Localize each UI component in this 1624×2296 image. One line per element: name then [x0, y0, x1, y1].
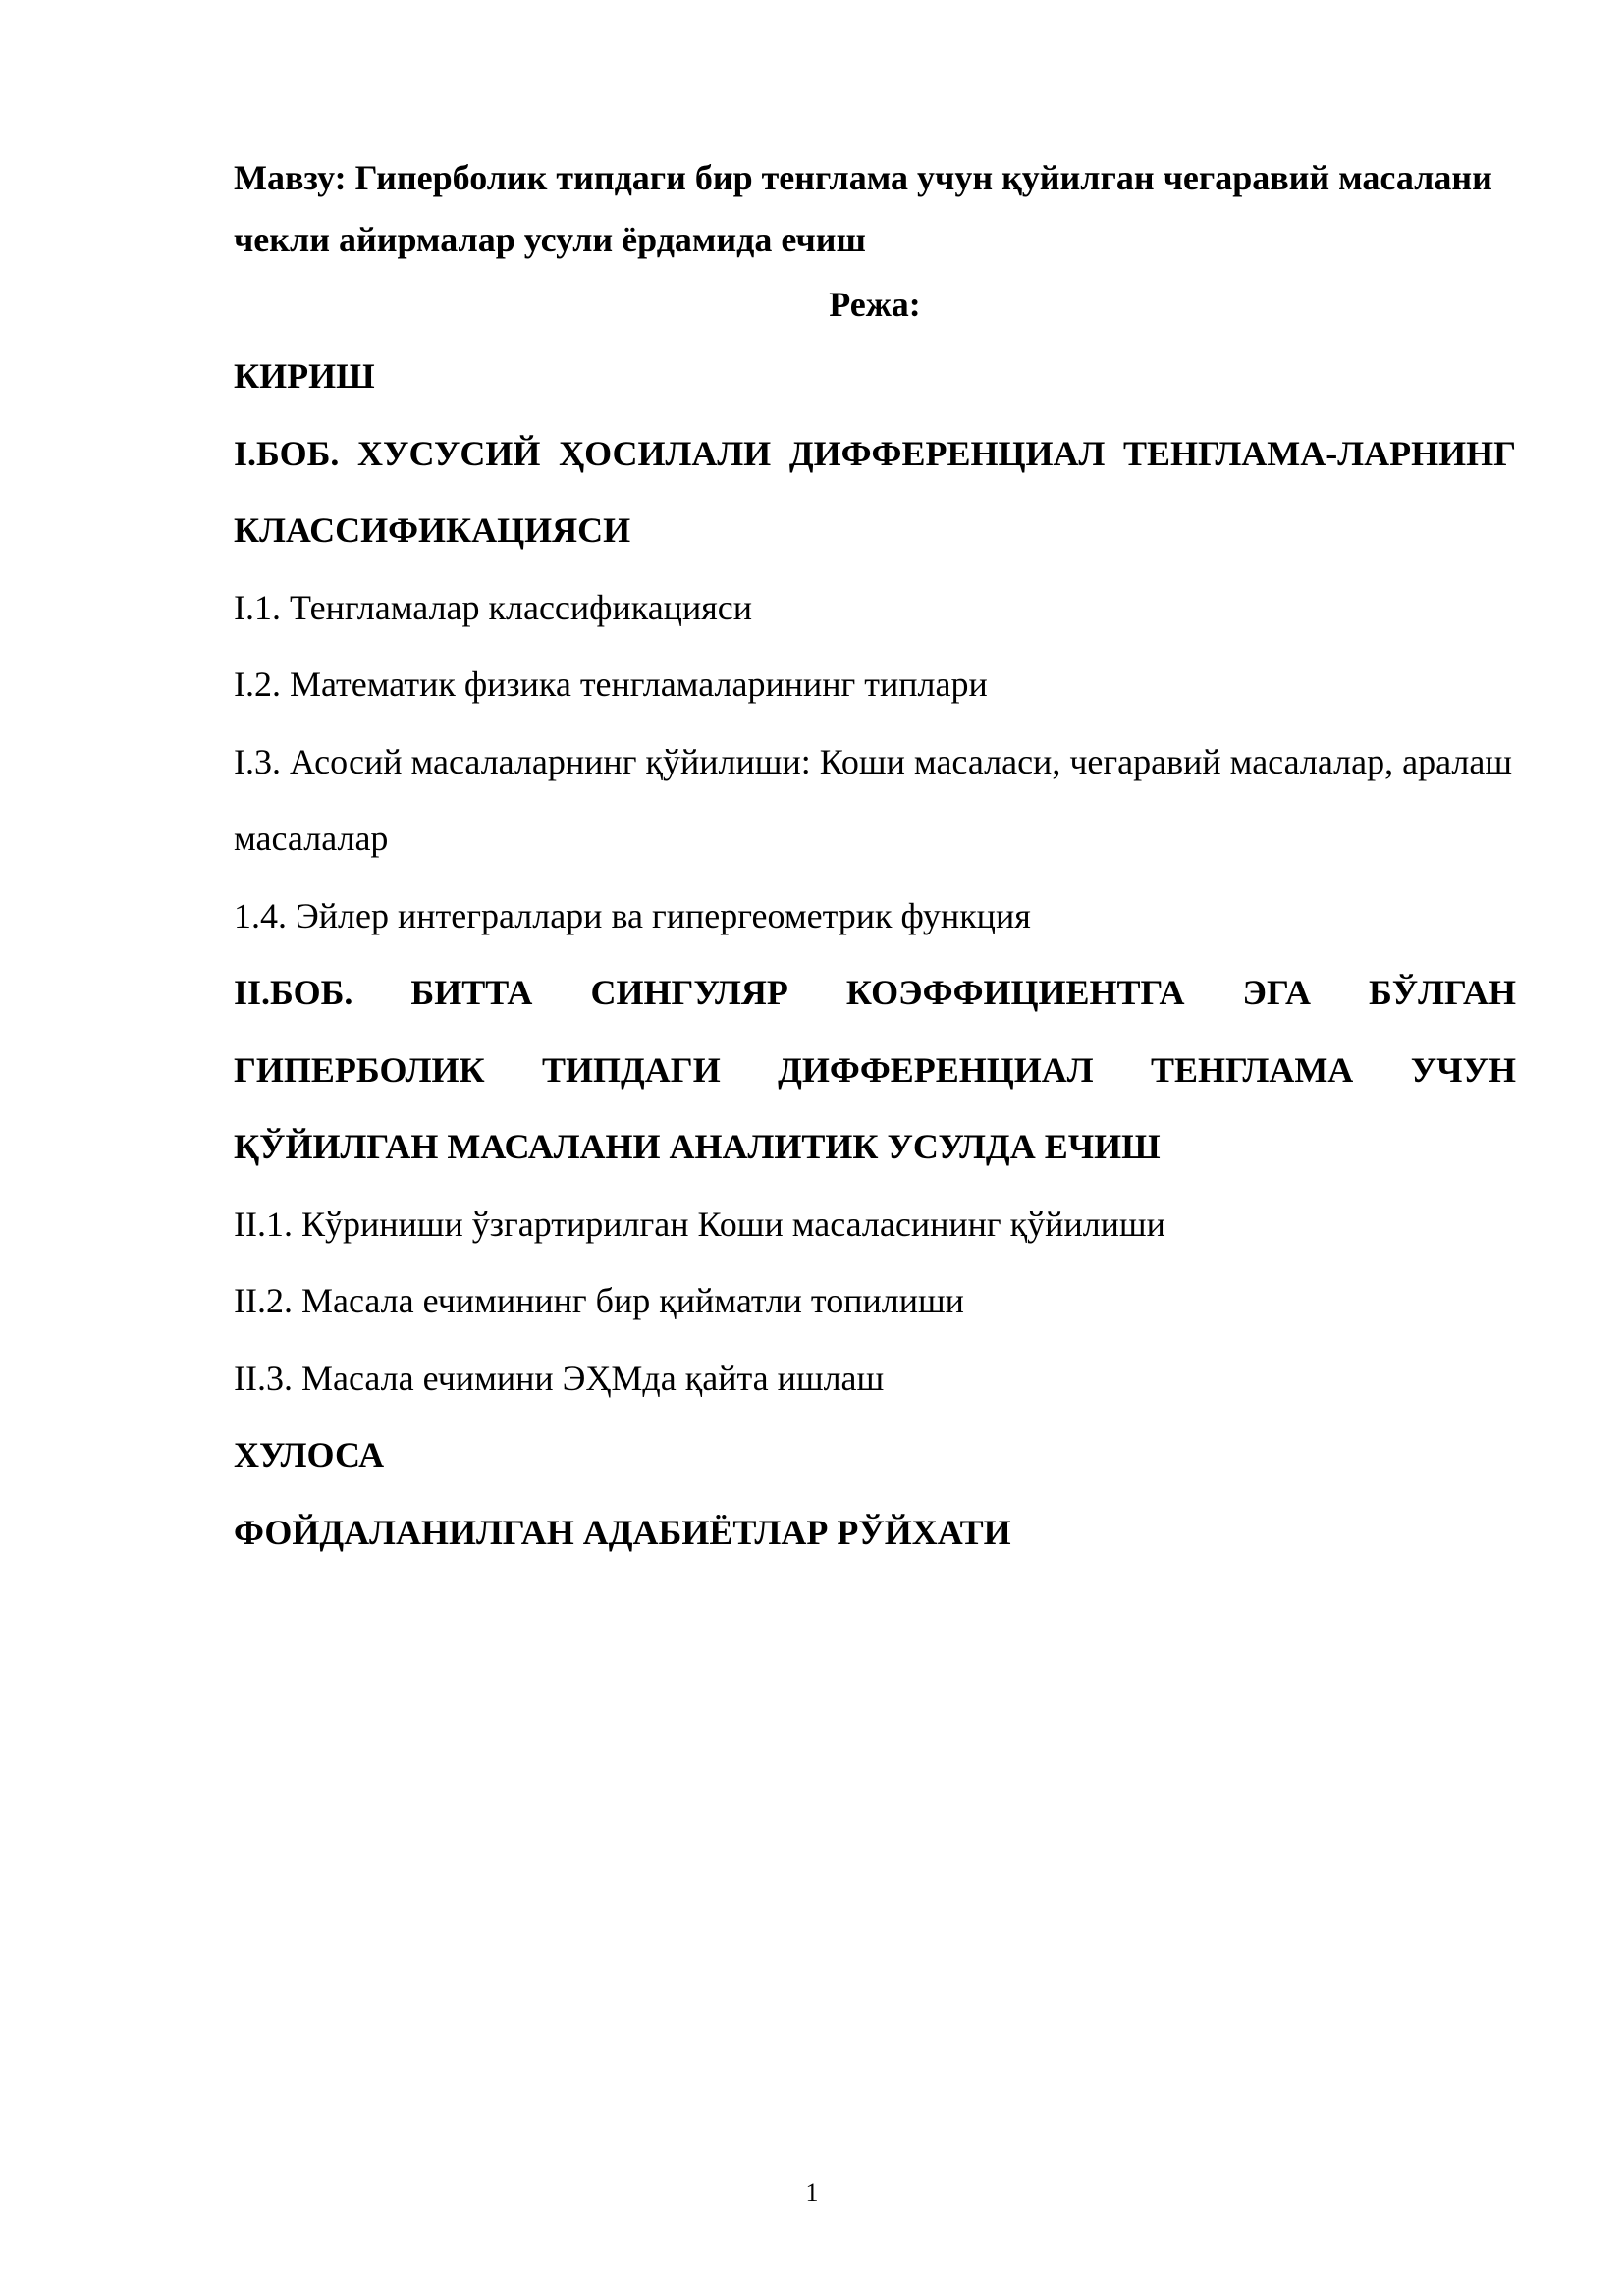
table-of-contents [234, 338, 1516, 1571]
toc-item-chapter-1: I.БОБ. ХУСУСИЙ ҲОСИЛАЛИ ДИФФЕРЕНЦИАЛ ТЕНГЛАМА-ЛАРНИНГ КЛАССИФИКАЦИЯСИ [234, 433, 1516, 550]
toc-item-references: ФОЙДАЛАНИЛГАН АДАБИЁТЛАР РЎЙХАТИ [234, 1512, 1011, 1552]
toc-item-conclusion: ХУЛОСА [234, 1435, 385, 1474]
toc-item-section-2-3: II.3. Масала ечимини ЭҲМда қайта ишлаш [234, 1358, 885, 1398]
document-title: Мавзу: Гиперболик типдаги бир тенглама учун қуйилган чегаравий масалани чекли айирмалар усули ёрдамида ечиш [234, 158, 1492, 259]
toc-item-section-1-2: I.2. Математик физика тенгламаларининг типлари [234, 665, 988, 704]
toc-item-section-2-1: II.1. Кўриниши ўзгартирилган Коши масаласининг қўйилиши [234, 1203, 1165, 1244]
page-number: 1 [805, 2178, 819, 2207]
plan-heading: Режа: [829, 285, 921, 324]
toc-item-section-1-4: 1.4. Эйлер интеграллари ва гипергеометрик функция [234, 895, 1031, 935]
toc-item-section-2-2: II.2. Масала ечимининг бир қийматли топилиши [234, 1281, 964, 1320]
toc-item-introduction: КИРИШ [234, 356, 375, 396]
toc-item-section-1-1: I.1. Тенгламалар классификацияси [234, 587, 753, 627]
toc-item-section-1-3: I.3. Асосий масалаларнинг қўйилиши: Коши масаласи, чегаравий масалалар, аралаш масалалар [234, 741, 1513, 858]
page-content [234, 147, 1516, 1571]
toc-item-chapter-2: II.БОБ. БИТТА СИНГУЛЯР КОЭФФИЦИЕНТГА ЭГА БЎЛГАН ГИПЕРБОЛИК ТИПДАГИ ДИФФЕРЕНЦИАЛ ТЕНГЛАМА УЧУН ҚЎЙИЛГАН МАСАЛАНИ АНАЛИТИК УСУЛДА ЕЧИШ [234, 973, 1516, 1166]
